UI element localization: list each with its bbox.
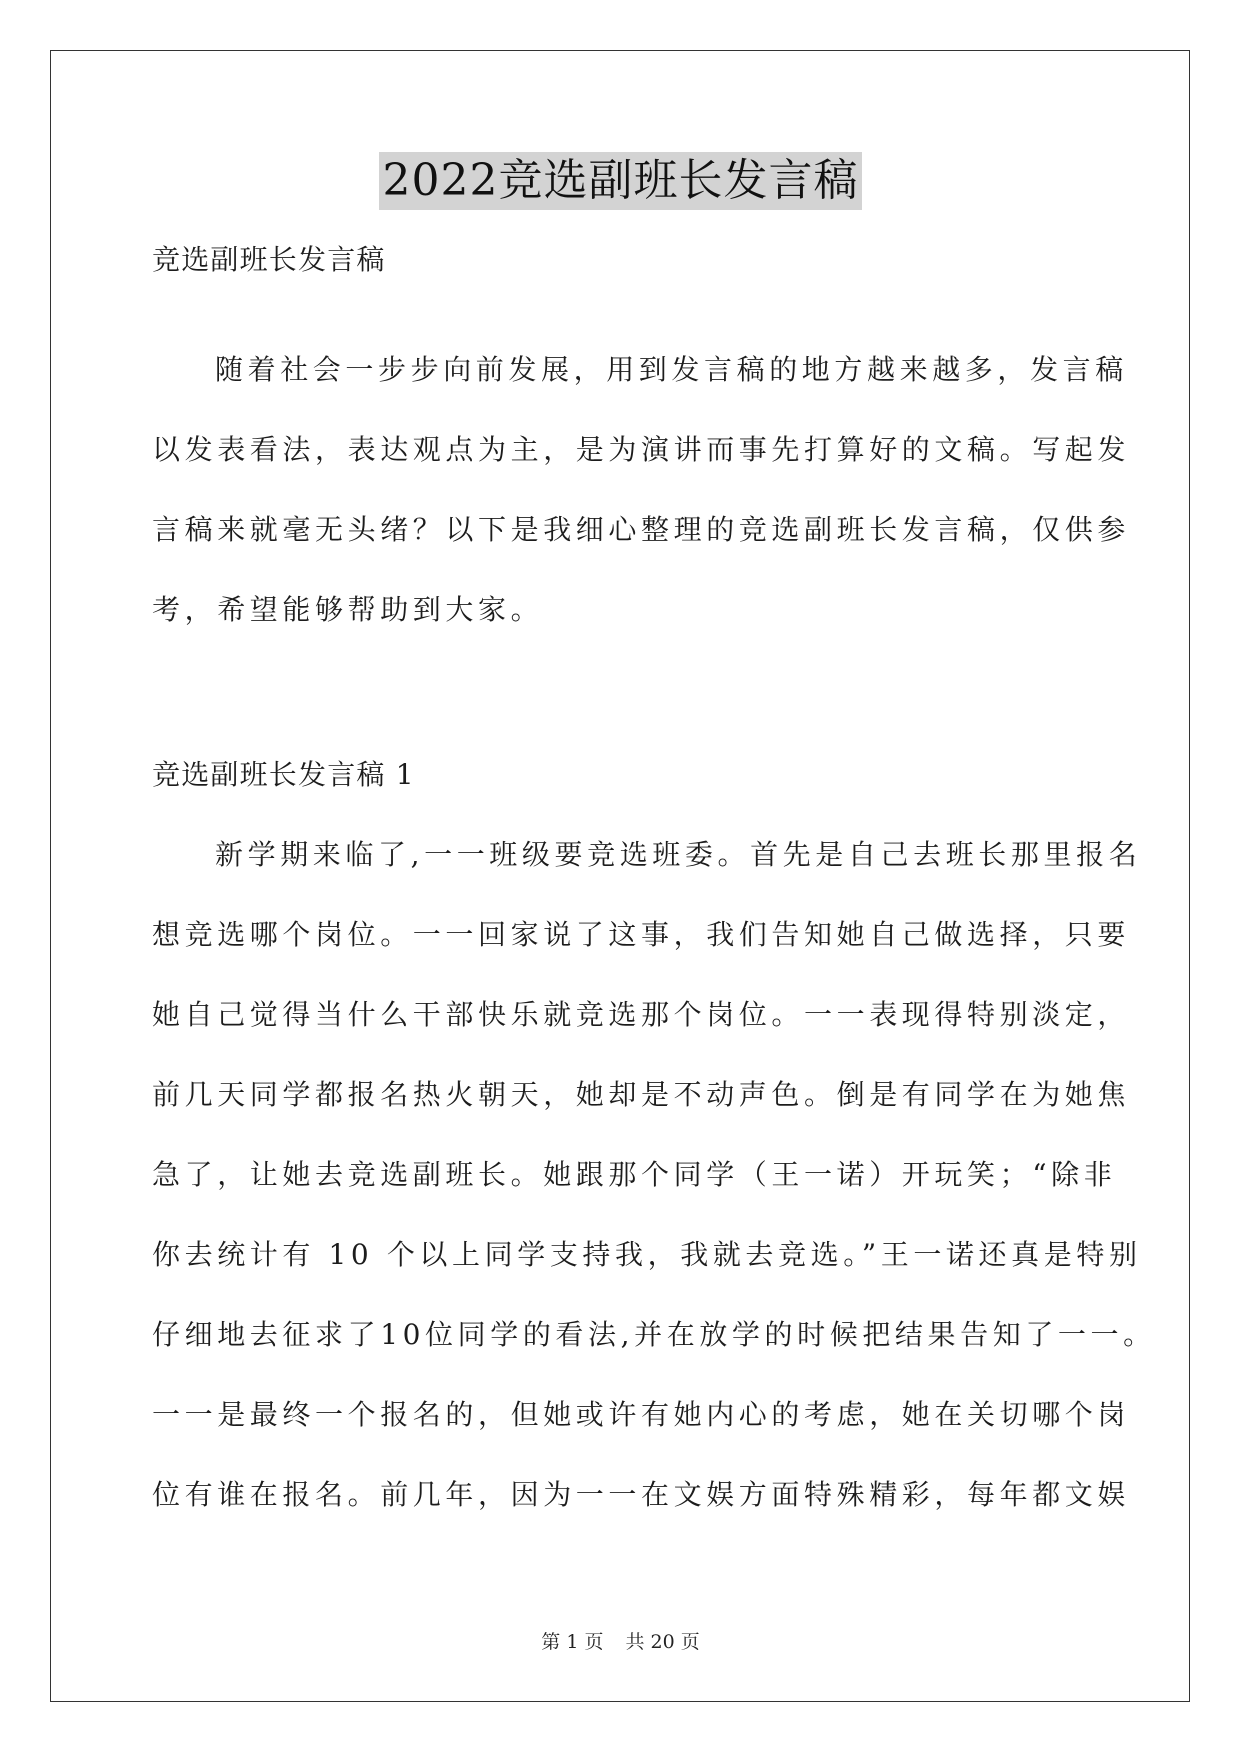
section-body-line-8: 一一是最终一个报名的，但她或许有她内心的考虑，她在关切哪个岗 <box>152 1398 1131 1431</box>
intro-line-3: 言稿来就毫无头绪？以下是我细心整理的竞选副班长发言稿，仅供参 <box>152 513 1131 546</box>
page-border <box>50 50 1190 1702</box>
intro-line-1: 随着社会一步步向前发展，用到发言稿的地方越来越多，发言稿 <box>215 353 1128 386</box>
page-number: 第 1 页 <box>541 1631 604 1653</box>
section-body-line-9: 位有谁在报名。前几年，因为一一在文娱方面特殊精彩，每年都文娱 <box>152 1478 1131 1511</box>
page-footer <box>0 1630 1241 1654</box>
intro-line-4: 考，希望能够帮助到大家。 <box>152 593 544 626</box>
section-body-line-3: 她自己觉得当什么干部快乐就竞选那个岗位。一一表现得特别淡定， <box>152 998 1131 1031</box>
page-total: 共 20 页 <box>625 1631 700 1653</box>
section-body-line-5: 急了，让她去竞选副班长。她跟那个同学（王一诺）开玩笑；“除非 <box>152 1158 1117 1191</box>
section-body-line-2: 想竞选哪个岗位。一一回家说了这事，我们告知她自己做选择，只要 <box>152 918 1131 951</box>
section-body-line-1: 新学期来临了,一一班级要竞选班委。首先是自己去班长那里报名 <box>215 838 1142 871</box>
intro-line-2: 以发表看法，表达观点为主，是为演讲而事先打算好的文稿。写起发 <box>152 433 1131 466</box>
section-body-line-4: 前几天同学都报名热火朝天，她却是不动声色。倒是有同学在为她焦 <box>152 1078 1131 1111</box>
section-body-line-6: 你去统计有 10 个以上同学支持我，我就去竞选。”王一诺还真是特别 <box>152 1238 1142 1271</box>
title-container <box>0 152 1241 210</box>
section-body-line-7: 仔细地去征求了10位同学的看法,并在放学的时候把结果告知了一一。 <box>152 1318 1156 1351</box>
document-title: 2022竞选副班长发言稿 <box>379 152 863 210</box>
section-heading: 竞选副班长发言稿 1 <box>152 758 415 791</box>
subheading: 竞选副班长发言稿 <box>152 243 386 276</box>
